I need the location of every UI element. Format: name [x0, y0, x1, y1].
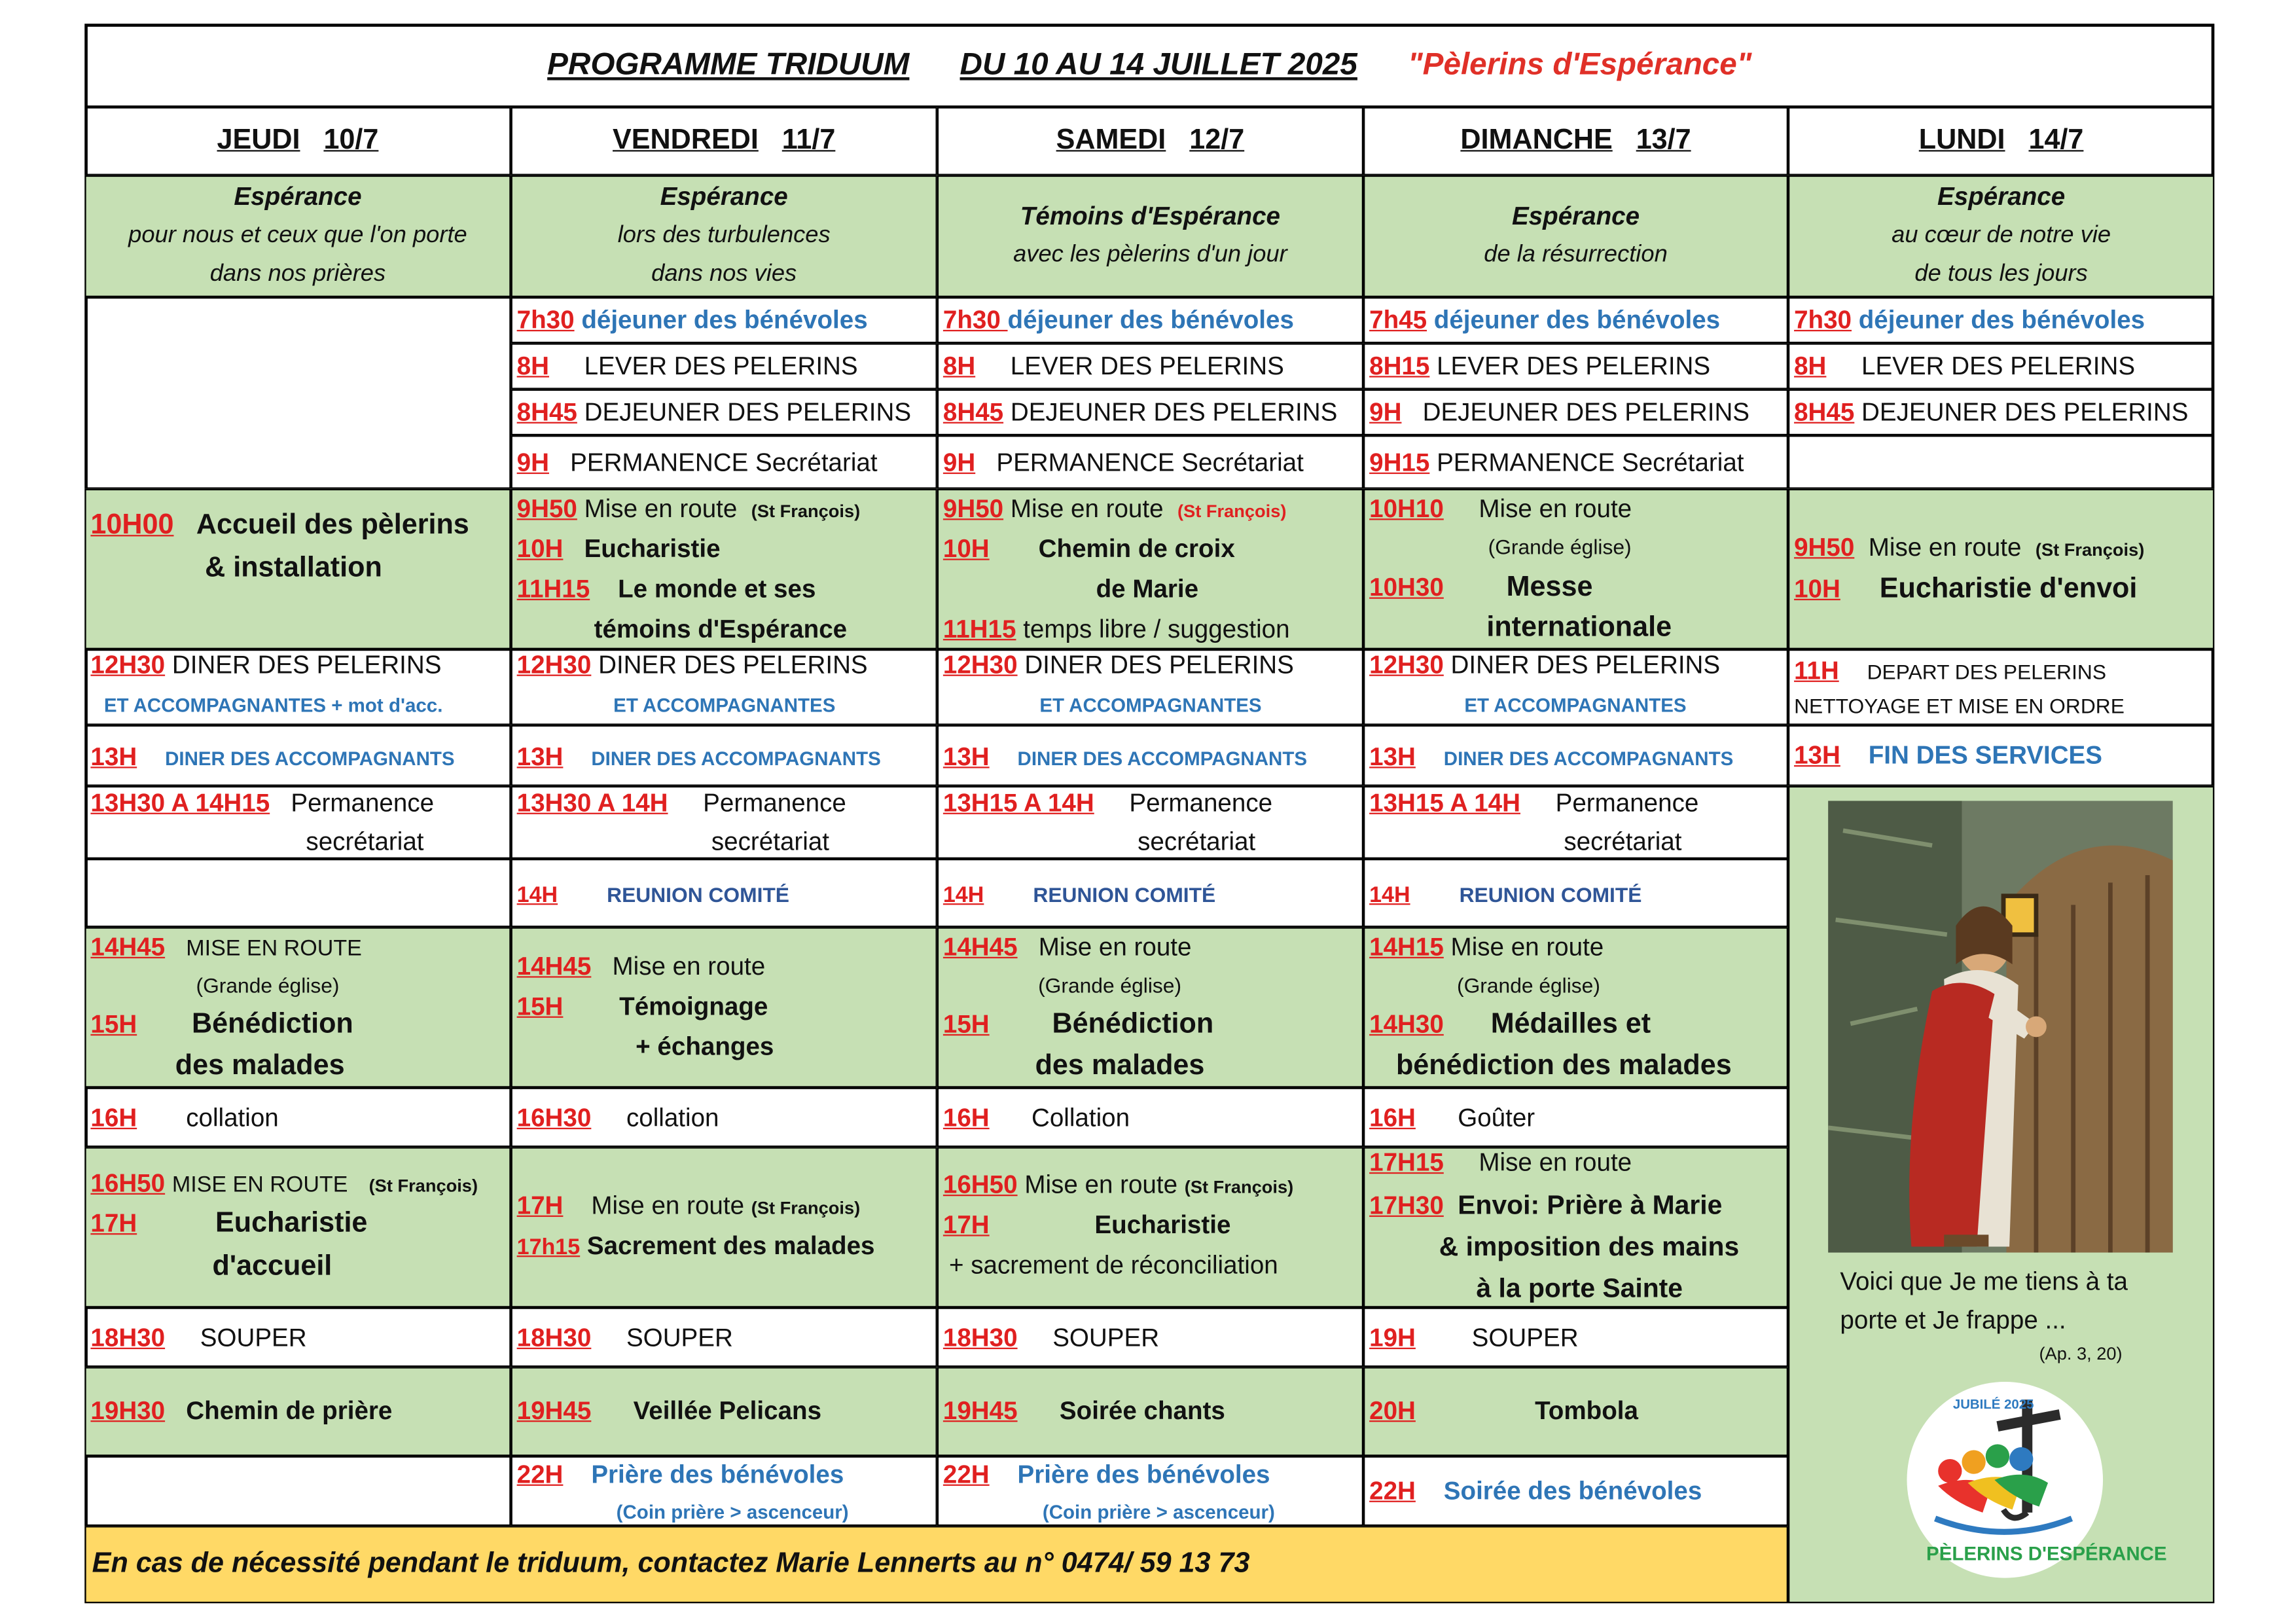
- day-header-samedi: SAMEDI 12/7: [937, 107, 1363, 175]
- late-morning-vendredi: 9H50 Mise en route (St François) 10H Eucharistie 11H15 Le monde et ses témoins d'Espérance: [511, 489, 937, 649]
- late-morning-lundi: 9H50 Mise en route (St François) 10H Eucharistie d'envoi: [1788, 489, 2214, 649]
- diner-acc-samedi: 13H DINER DES ACCOMPAGNANTS: [937, 725, 1363, 786]
- souper-samedi: 18H30 SOUPER: [937, 1308, 1363, 1367]
- souper-vendredi: 18H30 SOUPER: [511, 1308, 937, 1367]
- morning-row: 9H PERMANENCE Secrétariat: [511, 435, 937, 489]
- theme-lundi: Espérance au cœur de notre vie de tous les jours: [1788, 175, 2214, 297]
- collation-jeudi: 16H collation: [84, 1088, 511, 1147]
- morning-row: 7h30 déjeuner des bénévoles: [937, 297, 1363, 343]
- benevoles-jeudi-empty: [84, 1456, 511, 1526]
- benevoles-samedi: 22H Prière des bénévoles (Coin prière > ascenceur): [937, 1456, 1363, 1526]
- morning-row: 8H15 LEVER DES PELERINS: [1363, 343, 1788, 389]
- contact-footer: En cas de nécessité pendant le triduum, contactez Marie Lennerts au n° 0474/ 59 13 73: [84, 1526, 1788, 1603]
- title-row: [84, 24, 2214, 107]
- date-range: DU 10 AU 14 JUILLET 2025: [960, 47, 1357, 82]
- theme-dimanche: Espérance de la résurrection: [1363, 175, 1788, 297]
- evening-dimanche: 17H15 Mise en route 17H30 Envoi: Prière à Marie & imposition des mains à la porte Sainte: [1363, 1147, 1788, 1307]
- sidebar-illustration: [1788, 786, 2214, 1603]
- late-morning-samedi: 9H50 Mise en route (St François) 10H Chemin de croix de Marie 11H15 temps libre / suggestion: [937, 489, 1363, 649]
- morning-row: 8H LEVER DES PELERINS: [1788, 343, 2214, 389]
- collation-vendredi: 16H30 collation: [511, 1088, 937, 1147]
- day-header-lundi: LUNDI 14/7: [1788, 107, 2214, 175]
- motto: "Pèlerins d'Espérance": [1408, 47, 1752, 82]
- jubilee-logo: [1893, 1376, 2167, 1584]
- depart-lundi: 11H DEPART DES PELERINS NETTOYAGE ET MISE EN ORDRE: [1788, 649, 2214, 725]
- theme-jeudi: Espérance pour nous et ceux que l'on porte dans nos prières: [84, 175, 511, 297]
- morning-row: 7h30 déjeuner des bénévoles: [511, 297, 937, 343]
- evening-vendredi: 17H Mise en route (St François) 17h15 Sacrement des malades: [511, 1147, 937, 1307]
- morning-row: 8H45 DEJEUNER DES PELERINS: [937, 389, 1363, 435]
- diner-samedi: 12H30 DINER DES PELERINS ET ACCOMPAGNANTES: [937, 649, 1363, 725]
- morning-jeudi-empty: [84, 297, 511, 489]
- souper-jeudi: 18H30 SOUPER: [84, 1308, 511, 1367]
- evening-jeudi: 16H50 MISE EN ROUTE (St François) 17H Eucharistie d'accueil: [84, 1147, 511, 1307]
- benevoles-dimanche: 22H Soirée des bénévoles: [1363, 1456, 1788, 1526]
- bible-quote: Voici que Je me tiens à ta porte et Je frappe ...: [1840, 1267, 2128, 1335]
- soiree-jeudi: 19H30 Chemin de prière: [84, 1367, 511, 1456]
- collation-samedi: 16H Collation: [937, 1088, 1363, 1147]
- morning-row: 8H45 DEJEUNER DES PELERINS: [1788, 389, 2214, 435]
- fin-services-lundi: 13H FIN DES SERVICES: [1788, 725, 2214, 786]
- theme-vendredi: Espérance lors des turbulences dans nos vies: [511, 175, 937, 297]
- afternoon-vendredi: 14H45 Mise en route 15H Témoignage + échanges: [511, 927, 937, 1087]
- bible-reference: (Ap. 3, 20): [2039, 1343, 2123, 1364]
- morning-row: 9H15 PERMANENCE Secrétariat: [1363, 435, 1788, 489]
- diner-dimanche: 12H30 DINER DES PELERINS ET ACCOMPAGNANTES: [1363, 649, 1788, 725]
- diner-vendredi: 12H30 DINER DES PELERINS ET ACCOMPAGNANTES: [511, 649, 937, 725]
- day-header-vendredi: VENDREDI 11/7: [511, 107, 937, 175]
- theme-samedi: Témoins d'Espérance avec les pèlerins d'un jour: [937, 175, 1363, 297]
- permanence-jeudi: 13H30 A 14H15 Permanence secrétariat: [84, 786, 511, 859]
- soiree-samedi: 19H45 Soirée chants: [937, 1367, 1363, 1456]
- day-header-dimanche: DIMANCHE 13/7: [1363, 107, 1788, 175]
- soiree-dimanche: 20H Tombola: [1363, 1367, 1788, 1456]
- page-title: PROGRAMME TRIDUUM: [547, 47, 910, 82]
- souper-dimanche: 19H SOUPER: [1363, 1308, 1788, 1367]
- diner-jeudi: 12H30 DINER DES PELERINS ET ACCOMPAGNANTES + mot d'acc.: [84, 649, 511, 725]
- morning-row: 8H LEVER DES PELERINS: [511, 343, 937, 389]
- morning-row-empty: [1788, 435, 2214, 489]
- diner-acc-vendredi: 13H DINER DES ACCOMPAGNANTS: [511, 725, 937, 786]
- morning-row: 8H LEVER DES PELERINS: [937, 343, 1363, 389]
- reunion-jeudi-empty: [84, 859, 511, 927]
- diner-acc-dimanche: 13H DINER DES ACCOMPAGNANTS: [1363, 725, 1788, 786]
- morning-row: 7h45 déjeuner des bénévoles: [1363, 297, 1788, 343]
- logo-pelerins-text: PÈLERINS D'ESPÉRANCE: [1926, 1543, 2167, 1565]
- collation-dimanche: 16H Goûter: [1363, 1088, 1788, 1147]
- benevoles-vendredi: 22H Prière des bénévoles (Coin prière > ascenceur): [511, 1456, 937, 1526]
- late-morning-jeudi: 10H00 Accueil des pèlerins & installation: [84, 489, 511, 649]
- afternoon-dimanche: 14H15 Mise en route (Grande église) 14H30 Médailles et bénédiction des malades: [1363, 927, 1788, 1087]
- evening-samedi: 16H50 Mise en route (St François) 17H Eucharistie + sacrement de réconciliation: [937, 1147, 1363, 1307]
- permanence-samedi: 13H15 A 14H Permanence secrétariat: [937, 786, 1363, 859]
- morning-row: 8H45 DEJEUNER DES PELERINS: [511, 389, 937, 435]
- reunion-vendredi: 14H REUNION COMITÉ: [511, 859, 937, 927]
- permanence-dimanche: 13H15 A 14H Permanence secrétariat: [1363, 786, 1788, 859]
- day-header-jeudi: JEUDI 10/7: [84, 107, 511, 175]
- permanence-vendredi: 13H30 A 14H Permanence secrétariat: [511, 786, 937, 859]
- late-morning-dimanche: 10H10 Mise en route (Grande église) 10H30 Messe internationale: [1363, 489, 1788, 649]
- reunion-dimanche: 14H REUNION COMITÉ: [1363, 859, 1788, 927]
- soiree-vendredi: 19H45 Veillée Pelicans: [511, 1367, 937, 1456]
- jesus-at-door-illustration: [1828, 801, 2172, 1252]
- morning-row: 9H PERMANENCE Secrétariat: [937, 435, 1363, 489]
- afternoon-jeudi: 14H45 MISE EN ROUTE (Grande église) 15H Bénédiction des malades: [84, 927, 511, 1087]
- logo-jubile-text: JUBILÉ 2025: [1952, 1397, 2034, 1412]
- diner-acc-jeudi: 13H DINER DES ACCOMPAGNANTS: [84, 725, 511, 786]
- morning-row: 7h30 déjeuner des bénévoles: [1788, 297, 2214, 343]
- afternoon-samedi: 14H45 Mise en route (Grande église) 15H Bénédiction des malades: [937, 927, 1363, 1087]
- morning-row: 9H DEJEUNER DES PELERINS: [1363, 389, 1788, 435]
- reunion-samedi: 14H REUNION COMITÉ: [937, 859, 1363, 927]
